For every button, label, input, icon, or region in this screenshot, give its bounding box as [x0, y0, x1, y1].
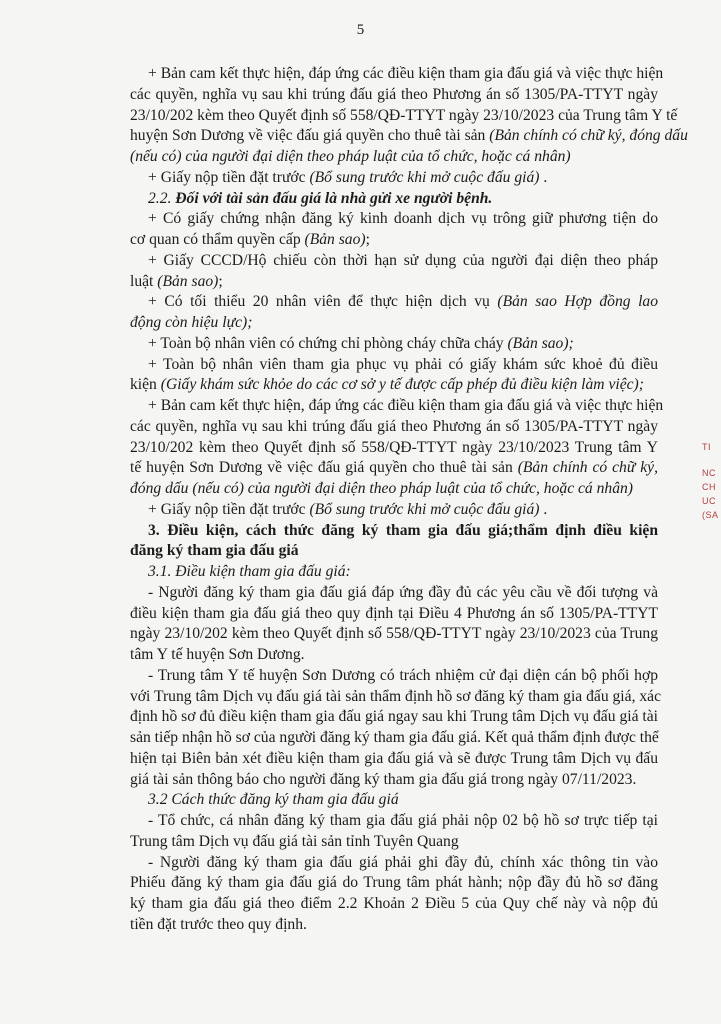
text-line: ký tham gia đấu giá theo điểm 2.2 Khoản 2 Điều 5 của Quy chế này và nộp đủ [130, 895, 658, 912]
text-line: cơ quan có thẩm quyền cấp (Bản sao); [130, 231, 370, 248]
text-line: đóng dấu (nếu có) của người đại diện theo pháp luật của tổ chức, hoặc cá nhân) [130, 480, 634, 497]
stamp-text: NC [702, 468, 716, 478]
page-number: 5 [356, 22, 365, 38]
text-line: 2.2. Đối với tài sản đấu giá là nhà gửi xe người bệnh. [148, 189, 493, 207]
text-line: - Người đăng ký tham gia đấu giá phải ghi đầy đủ, chính xác thông tin vào [148, 853, 658, 871]
text-line: với Trung tâm Dịch vụ đấu giá tài sản thẩm định hồ sơ đăng ký tham gia đấu giá, xác [130, 687, 662, 705]
text-line: đăng ký tham gia đấu giá [130, 542, 299, 560]
text-line: + Có tối thiểu 20 nhân viên để thực hiện dịch vụ (Bản sao Hợp đồng lao [148, 293, 658, 311]
text-line: - Trung tâm Y tế huyện Sơn Dương có trách nhiệm cử đại diện cán bộ phối hợp [148, 666, 658, 684]
text-line: điều kiện tham gia đấu giá theo quy định tại Điều 4 Phương án số 1305/PA-TTYT [130, 604, 658, 622]
text-line: 23/10/202 kèm theo Quyết định số 558/QĐ-TTYT ngày 23/10/2023 của Trung tâm Y tế [130, 106, 678, 124]
stamp-text: (SA [702, 510, 719, 520]
text-line: tiền đặt trước theo quy định. [130, 915, 307, 933]
text-line: - Tổ chức, cá nhân đăng ký tham gia đấu giá phải nộp 02 bộ hồ sơ trực tiếp tại [148, 812, 658, 829]
text-line: 3.2 Cách thức đăng ký tham gia đấu giá [148, 791, 399, 809]
text-line: các quyền, nghĩa vụ sau khi trúng đấu giá theo Phương án số 1305/PA-TTYT ngày [130, 417, 658, 435]
text-line: Phiếu đăng ký tham gia đấu giá do Trung tâm phát hành; nộp đầy đủ hồ sơ đăng [130, 874, 658, 892]
text-line: + Bản cam kết thực hiện, đáp ứng các điều kiện tham gia đấu giá và việc thực hiện [148, 65, 664, 82]
text-line: động còn hiệu lực); [130, 314, 253, 331]
text-line: tâm Y tế huyện Sơn Dương. [130, 646, 305, 663]
text-line: kiện (Giấy khám sức khỏe do các cơ sở y tế được cấp phép đủ điều kiện làm việc); [130, 376, 644, 394]
text-line: + Có giấy chứng nhận đăng ký kinh doanh dịch vụ trông giữ phương tiện do [148, 210, 658, 228]
text-line: - Người đăng ký tham gia đấu giá đáp ứng đầy đủ các yêu cầu về đối tượng và [148, 583, 658, 601]
text-line: + Bản cam kết thực hiện, đáp ứng các điều kiện tham gia đấu giá và việc thực hiện [148, 397, 664, 414]
text-line: + Toàn bộ nhân viên tham gia phục vụ phải có giấy khám sức khoẻ đủ điều [148, 355, 658, 373]
text-line: Trung tâm Dịch vụ đấu giá tài sản tỉnh Tuyên Quang [130, 832, 459, 850]
stamp-text: CH [702, 482, 716, 492]
margin-stamp-fragment [702, 440, 721, 522]
text-line: hiện tại Biên bản xét điều kiện tham gia đấu giá và sẽ được Trung tâm Dịch vụ đấu [130, 749, 658, 767]
text-line: + Toàn bộ nhân viên có chứng chỉ phòng cháy chữa cháy (Bản sao); [148, 334, 574, 352]
text-line: 3. Điều kiện, cách thức đăng ký tham gia đấu giá;thẩm định điều kiện [148, 521, 658, 539]
text-line: + Giấy CCCD/Hộ chiếu còn thời hạn sử dụng của người đại diện theo pháp [148, 251, 658, 269]
text-line: sản tiếp nhận hồ sơ của người đăng ký tham gia đấu giá. Kết quả thẩm định được thể [130, 729, 659, 746]
text-line: ngày 23/10/202 kèm theo Quyết định số 558/QĐ-TTYT ngày 23/10/2023 của Trung [130, 625, 658, 643]
text-line: giá tài sản thông báo cho người đăng ký tham gia đấu giá trong ngày 07/11/2023. [130, 770, 637, 788]
text-line: + Giấy nộp tiền đặt trước (Bổ sung trước khi mở cuộc đấu giá) . [148, 500, 548, 518]
text-line: huyện Sơn Dương về việc đấu giá quyền cho thuê tài sản (Bản chính có chữ ký, đóng dấu [130, 127, 688, 145]
text-line: tế huyện Sơn Dương về việc đấu giá quyền cho thuê tài sản (Bản chính có chữ ký, [130, 459, 659, 477]
text-line: các quyền, nghĩa vụ sau khi trúng đấu giá theo Phương án số 1305/PA-TTYT ngày [130, 85, 658, 103]
text-line: 3.1. Điều kiện tham gia đấu giá: [148, 563, 351, 580]
text-line: 23/10/202 kèm theo Quyết định số 558/QĐ-TTYT ngày 23/10/2023 Trung tâm Y [130, 438, 658, 456]
text-line: luật (Bản sao); [130, 272, 223, 290]
text-line: + Giấy nộp tiền đặt trước (Bổ sung trước khi mở cuộc đấu giá) . [148, 168, 548, 186]
text-line: định hồ sơ đủ điều kiện tham gia đấu giá ngay sau khi Trung tâm Dịch vụ đấu giá tài [130, 708, 658, 726]
stamp-text: TI [702, 442, 711, 452]
stamp-text: UC [702, 496, 716, 506]
text-line: (nếu có) của người đại diện theo pháp luật của tổ chức, hoặc cá nhân) [130, 148, 571, 165]
